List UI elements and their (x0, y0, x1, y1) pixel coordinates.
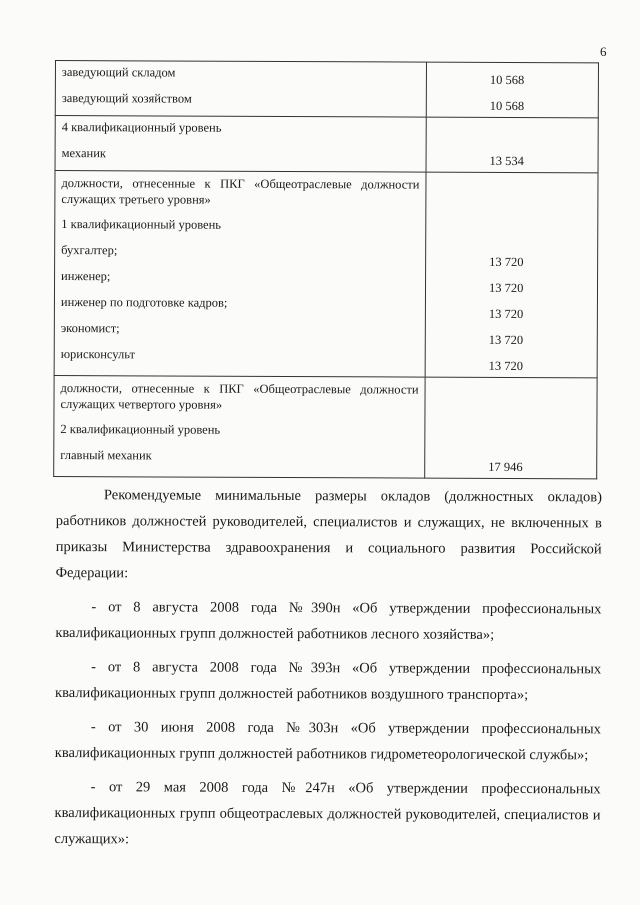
salary-cell (426, 62, 598, 118)
position-label: инженер по подготовке кадров; (60, 295, 228, 310)
salary-table (53, 60, 599, 479)
position-label: юрисконсульт (60, 347, 135, 362)
salary-value: 13 720 (488, 280, 524, 296)
salary-cell (425, 377, 597, 479)
position-cell (55, 61, 426, 118)
qualification-level: 2 квалификационный уровень (60, 422, 221, 437)
order-item: - от 8 августа 2008 года №393н «Об утверждении профессиональных квалификационных групп должностей работников воздушного транспорта»; (55, 659, 602, 704)
salary-value: 13 720 (489, 254, 524, 270)
salary-cell (426, 117, 598, 173)
position-cell (54, 171, 426, 378)
position-cell (55, 116, 426, 173)
order-item: - от 29 мая 2008 года №247н «Об утверждении профессиональных квалификационных групп общеотраслевых должностей руководителей, специалистов и служащих»: (54, 779, 601, 848)
table-block (55, 61, 598, 118)
salary-value: 10 568 (489, 72, 525, 88)
position-label: бухгалтер; (61, 243, 118, 258)
group-heading: должности, отнесенные к ПКГ «Общеотраслевые должности служащих четвертого уровня» (60, 381, 419, 412)
salary-value: 13 534 (489, 153, 524, 169)
order-item: - от 8 августа 2008 года №390н «Об утверждении профессиональных квалификационных групп должностей работников лесного хозяйства»; (55, 599, 602, 643)
salary-value: 13 720 (488, 332, 524, 348)
salary-value: 13 720 (488, 306, 524, 322)
position-label: главный механик (60, 448, 152, 463)
table-block (54, 375, 597, 478)
table-block (55, 116, 598, 173)
order-item: - от 30 июня 2008 года №303н «Об утверждении профессиональных квалификационных групп должностей работников гидрометеорологической службы»; (54, 719, 601, 764)
salary-value: 13 720 (488, 358, 524, 374)
position-cell (54, 375, 425, 478)
salary-value: 17 946 (488, 459, 523, 475)
position-label: инженер; (61, 269, 111, 284)
position-label: заведующий хозяйством (61, 91, 192, 106)
table-block (54, 171, 598, 378)
position-label: механик (61, 146, 107, 161)
qualification-level: 4 квалификационный уровень (61, 120, 222, 135)
qualification-level: 1 квалификационный уровень (61, 217, 222, 232)
salary-value: 10 568 (489, 98, 525, 114)
intro-paragraph: Рекомендуемые минимальные размеры окладов (должностных окладов) работников должностей руководителей, специалистов и служащих, не включенных в приказы Министерства здравоохранения и социального развития Российской Федерации: (55, 487, 602, 582)
page-number: 6 (600, 44, 607, 59)
salary-cell (425, 172, 598, 378)
document-body (54, 482, 602, 862)
group-heading: должности, отнесенные к ПКГ «Общеотраслевые должности служащих третьего уровня» (61, 176, 420, 207)
position-label: заведующий складом (61, 65, 176, 80)
position-label: экономист; (60, 321, 120, 336)
